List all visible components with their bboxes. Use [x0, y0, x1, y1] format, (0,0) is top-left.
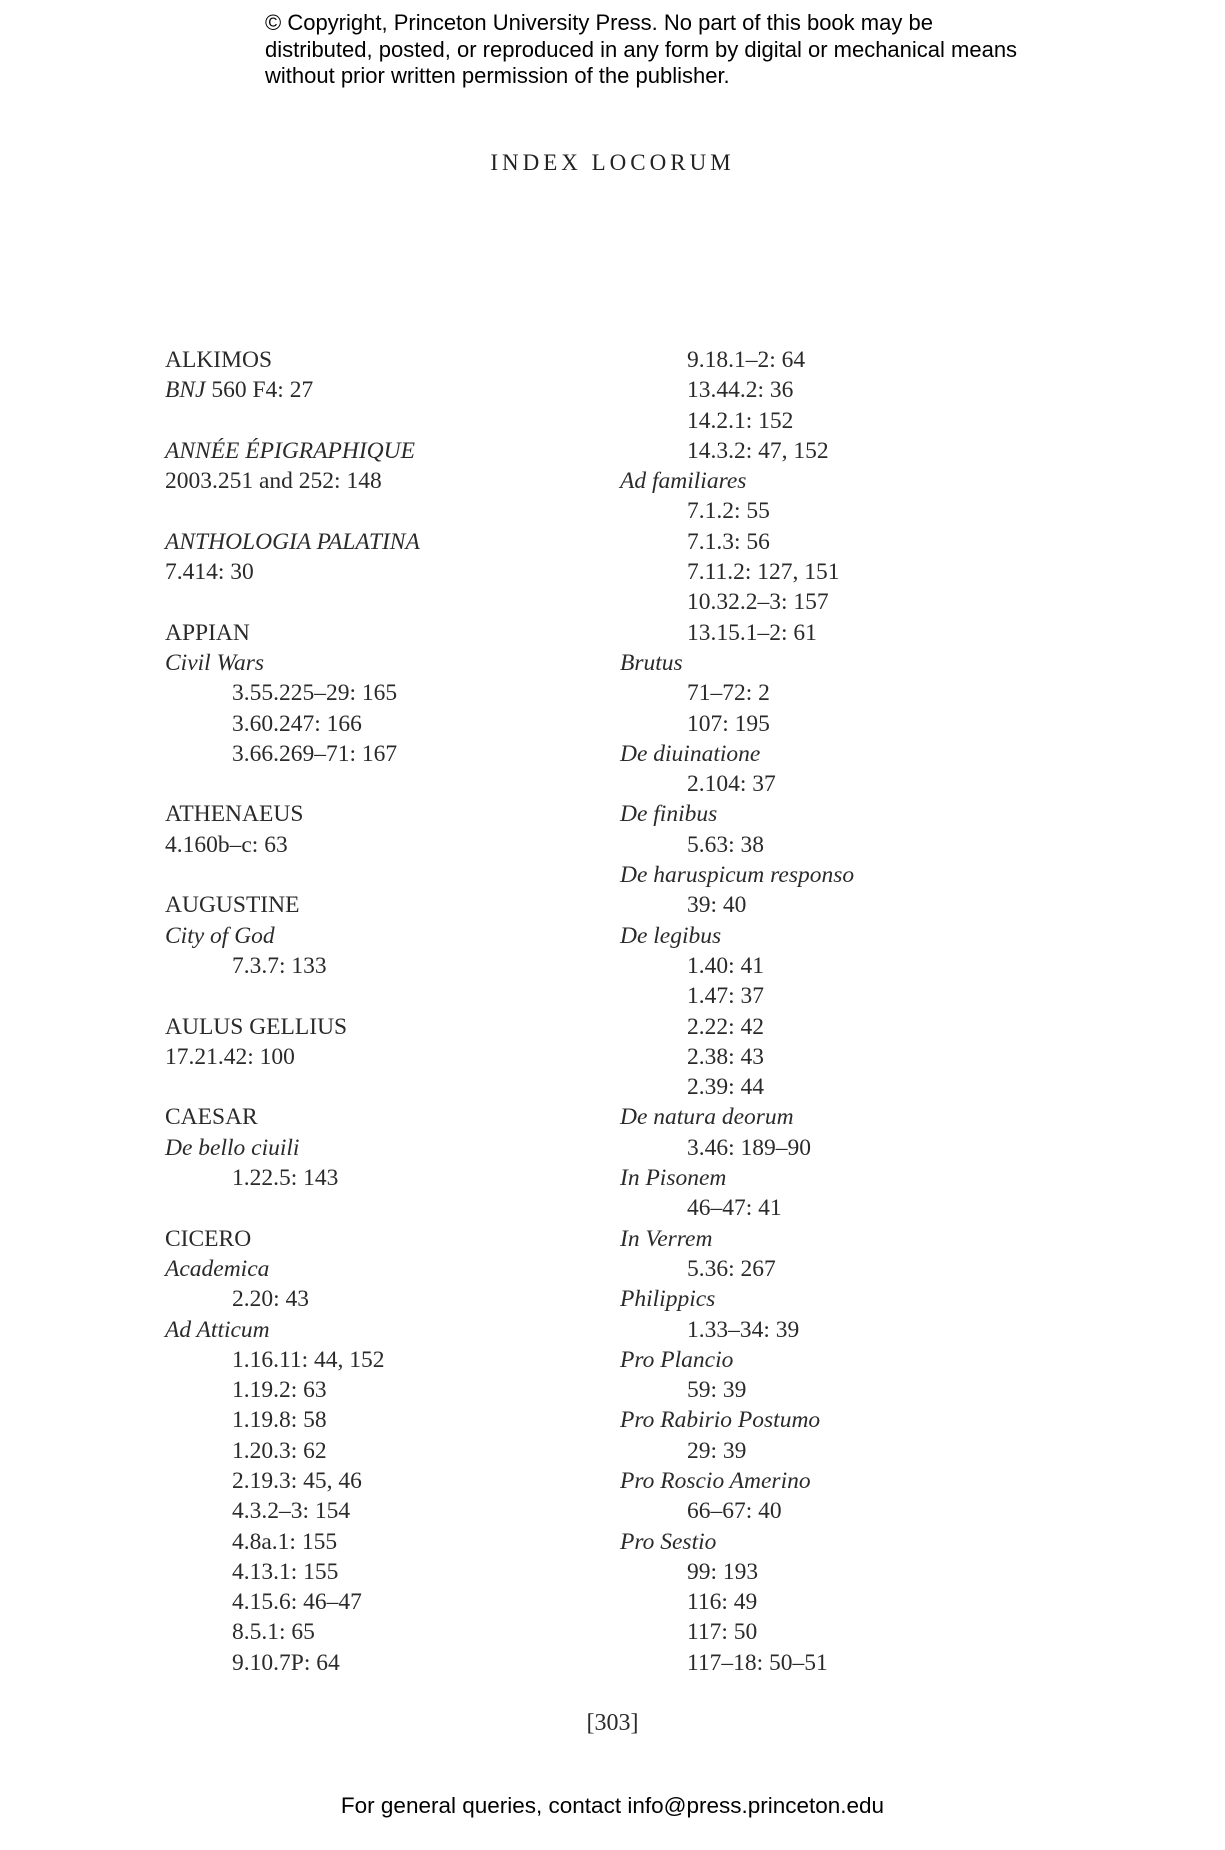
index-subentry: 7.3.7: 133	[232, 952, 327, 979]
index-subentry: 7.1.3: 56	[687, 528, 770, 555]
index-subentry: 2.20: 43	[232, 1286, 310, 1313]
index-subentry: 9.18.1–2: 64	[687, 347, 806, 373]
index-subentry: 1.19.8: 58	[232, 1407, 327, 1434]
index-entry: 4.160b–c: 63	[165, 831, 288, 858]
index-subentry: 3.60.247: 166	[232, 710, 362, 737]
entry-gap	[165, 496, 420, 526]
index-subentry: 8.5.1: 65	[232, 1619, 315, 1646]
entry-gap	[165, 769, 420, 799]
index-work: Pro Roscio Amerino	[620, 1467, 811, 1494]
index-subentry: 14.3.2: 47, 152	[687, 437, 829, 464]
index-subentry: 3.55.225–29: 165	[232, 680, 398, 707]
index-entry: 17.21.42: 100	[165, 1043, 295, 1070]
index-subentry: 1.19.2: 63	[232, 1377, 327, 1404]
index-work: De haruspicum responso	[620, 862, 855, 889]
index-work: Civil Wars	[165, 649, 265, 676]
index-subentry: 3.66.269–71: 167	[232, 740, 398, 767]
index-work: De natura deorum	[620, 1104, 794, 1131]
index-work: Pro Rabirio Postumo	[620, 1407, 821, 1434]
index-subentry: 4.13.1: 155	[232, 1558, 339, 1585]
index-author: ATHENAEUS	[165, 801, 304, 828]
index-subentry: 71–72: 2	[687, 680, 770, 707]
index-entry: 7.414: 30	[165, 559, 254, 586]
index-work: City of God	[165, 922, 275, 949]
entry-gap	[165, 587, 420, 617]
index-subentry: 99: 193	[687, 1558, 759, 1585]
index-column-left	[165, 345, 420, 1678]
entry-gap	[165, 860, 420, 890]
index-subentry: 4.3.2–3: 154	[232, 1498, 351, 1525]
index-subentry: 13.15.1–2: 61	[687, 619, 817, 646]
index-subentry: 5.63: 38	[687, 831, 765, 858]
index-subentry: 29: 39	[687, 1437, 747, 1464]
index-work: In Verrem	[620, 1225, 713, 1252]
index-subentry: 2.104: 37	[687, 771, 776, 798]
copyright-notice: © Copyright, Princeton University Press. No part of this book may be distributed, posted, or reproduced in any form by digital or mechanical means without prior written permission of the publisher.	[265, 10, 1018, 88]
index-work: Philippics	[620, 1286, 716, 1313]
page-title: INDEX LOCORUM	[490, 150, 735, 175]
index-work-abbrev: BNJ	[165, 377, 206, 404]
index-column-right	[620, 345, 854, 1678]
index-subentry: 2.19.3: 45, 46	[232, 1467, 362, 1494]
index-work: De finibus	[620, 801, 718, 828]
index-author: AUGUSTINE	[165, 892, 300, 919]
index-subentry: 1.33–34: 39	[687, 1316, 800, 1343]
index-subentry: 1.16.11: 44, 152	[232, 1346, 385, 1373]
index-subentry: 13.44.2: 36	[687, 377, 794, 404]
entry-gap	[165, 981, 420, 1011]
index-subentry: 1.22.5: 143	[232, 1165, 339, 1192]
index-author: ALKIMOS	[165, 347, 273, 373]
index-work: ANTHOLOGIA PALATINA	[165, 528, 420, 555]
index-work: ANNÉE ÉPIGRAPHIQUE	[165, 437, 415, 464]
entry-gap	[165, 1072, 420, 1102]
index-subentry: 10.32.2–3: 157	[687, 589, 829, 616]
index-subentry: 46–47: 41	[687, 1195, 782, 1222]
index-entry-text: 560 F4: 27	[205, 377, 314, 404]
index-work: De legibus	[620, 922, 722, 949]
index-work: Ad Atticum	[165, 1316, 270, 1343]
index-work: Pro Plancio	[620, 1346, 734, 1373]
index-work: Ad familiares	[620, 468, 747, 495]
index-subentry: 4.8a.1: 155	[232, 1528, 338, 1555]
index-subentry: 7.11.2: 127, 151	[687, 559, 840, 586]
index-work: De bello ciuili	[165, 1134, 300, 1161]
index-subentry: 66–67: 40	[687, 1498, 782, 1525]
index-subentry: 1.47: 37	[687, 983, 765, 1010]
index-subentry: 117–18: 50–51	[687, 1649, 828, 1676]
index-entry: 2003.251 and 252: 148	[165, 468, 382, 495]
index-work: Brutus	[620, 649, 683, 676]
index-subentry: 39: 40	[687, 892, 747, 919]
index-work: In Pisonem	[620, 1165, 727, 1192]
footer-contact: For general queries, contact info@press.princeton.edu	[340, 1793, 885, 1818]
index-entry	[165, 375, 420, 405]
index-subentry: 9.10.7P: 64	[232, 1649, 340, 1676]
index-author: CICERO	[165, 1225, 252, 1252]
index-subentry: 2.38: 43	[687, 1043, 765, 1070]
index-subentry: 2.22: 42	[687, 1013, 765, 1040]
index-subentry: 3.46: 189–90	[687, 1134, 812, 1161]
index-subentry: 4.15.6: 46–47	[232, 1589, 362, 1616]
index-subentry: 1.20.3: 62	[232, 1437, 327, 1464]
index-subentry: 59: 39	[687, 1377, 747, 1404]
entry-gap	[165, 406, 420, 436]
index-subentry: 107: 195	[687, 710, 770, 737]
index-subentry: 117: 50	[687, 1619, 758, 1646]
index-work: Academica	[165, 1255, 270, 1282]
entry-gap	[165, 1193, 420, 1223]
index-author: APPIAN	[165, 619, 250, 646]
index-author: CAESAR	[165, 1104, 258, 1131]
index-subentry: 5.36: 267	[687, 1255, 776, 1282]
index-subentry: 116: 49	[687, 1589, 758, 1616]
index-subentry: 1.40: 41	[687, 952, 765, 979]
index-work: De diuinatione	[620, 740, 761, 767]
page-number: [303]	[586, 1710, 639, 1736]
index-subentry: 14.2.1: 152	[687, 407, 794, 434]
index-subentry: 2.39: 44	[687, 1074, 765, 1101]
index-work: Pro Sestio	[620, 1528, 717, 1555]
index-subentry: 7.1.2: 55	[687, 498, 770, 525]
index-author: AULUS GELLIUS	[165, 1013, 348, 1040]
